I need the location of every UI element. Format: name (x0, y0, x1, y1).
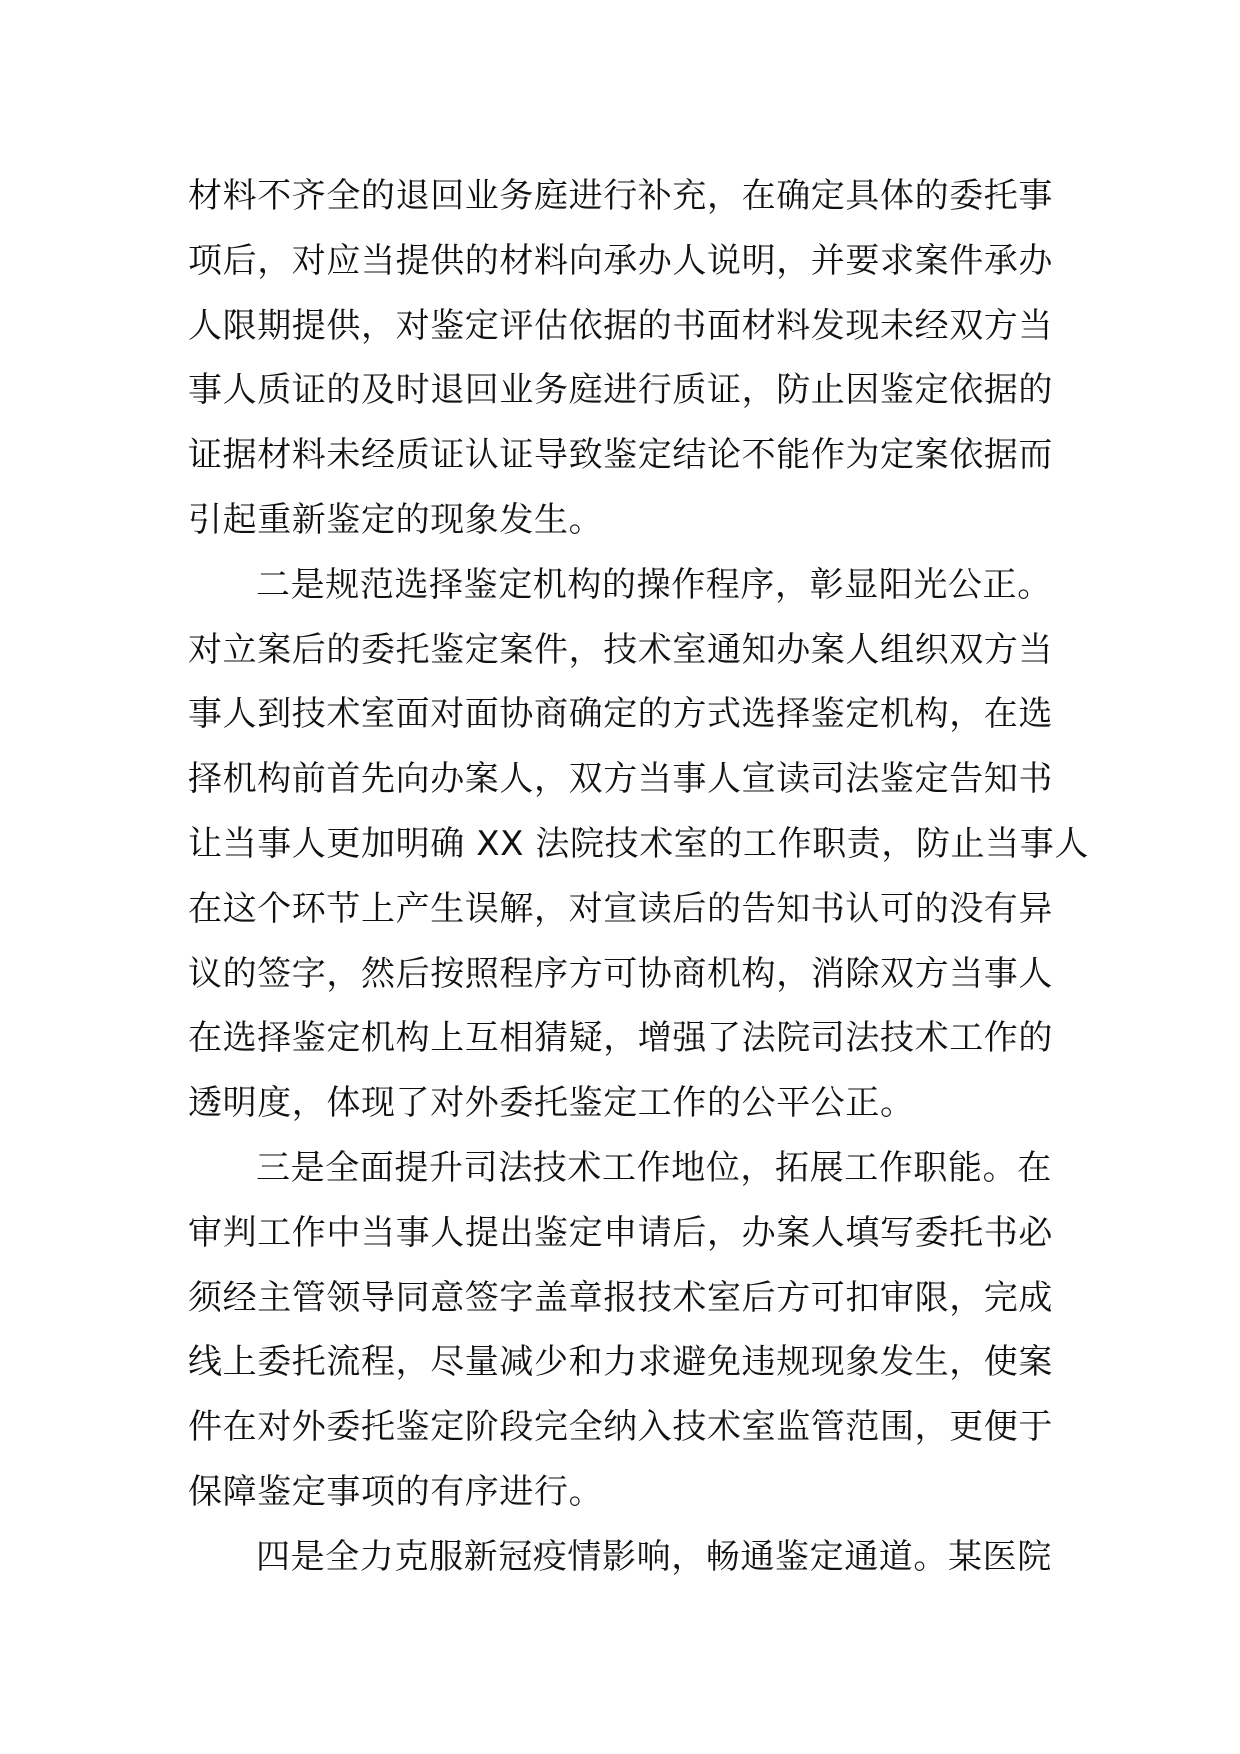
text-line: 事人质证的及时退回业务庭进行质证，防止因鉴定依据的 (188, 370, 1053, 411)
paragraph-2-heading-line: 二是规范选择鉴定机构的操作程序，彰显阳光公正。 (256, 564, 1052, 605)
text-line: 人限期提供，对鉴定评估依据的书面材料发现未经双方当 (188, 305, 1053, 346)
text-line: 须经主管领导同意签字盖章报技术室后方可扣审限，完成 (188, 1277, 1053, 1318)
text-line: 透明度，体现了对外委托鉴定工作的公平公正。 (188, 1083, 915, 1124)
document-body (188, 164, 1089, 1590)
text-line: 让当事人更加明确 XX 法院技术室的工作职责，防止当事人 (188, 823, 1089, 864)
text-line: 保障鉴定事项的有序进行。 (188, 1471, 604, 1512)
text-line: 项后，对应当提供的材料向承办人说明，并要求案件承办 (188, 240, 1053, 281)
text-line: 线上委托流程，尽量减少和力求避免违规现象发生，使案 (188, 1342, 1053, 1383)
paragraph-4-heading-line: 四是全力克服新冠疫情影响，畅通鉴定通道。某医院 (256, 1536, 1052, 1577)
text-line: 择机构前首先向办案人，双方当事人宣读司法鉴定告知书 (188, 759, 1053, 800)
text-line: 材料不齐全的退回业务庭进行补充，在确定具体的委托事 (188, 176, 1053, 216)
text-line: 引起重新鉴定的现象发生。 (188, 499, 604, 540)
text-line: 在这个环节上产生误解，对宣读后的告知书认可的没有异 (188, 888, 1053, 929)
text-line: 在选择鉴定机构上互相猜疑，增强了法院司法技术工作的 (188, 1018, 1053, 1059)
text-line: 审判工作中当事人提出鉴定申请后，办案人填写委托书必 (188, 1212, 1053, 1253)
text-line: 事人到技术室面对面协商确定的方式选择鉴定机构，在选 (188, 694, 1053, 735)
text-line: 议的签字，然后按照程序方可协商机构，消除双方当事人 (188, 953, 1053, 994)
text-line: 证据材料未经质证认证导致鉴定结论不能作为定案依据而 (188, 435, 1053, 476)
text-line: 对立案后的委托鉴定案件，技术室通知办案人组织双方当 (188, 629, 1053, 670)
text-line: 件在对外委托鉴定阶段完全纳入技术室监管范围，更便于 (188, 1407, 1053, 1448)
paragraph-3-heading-line: 三是全面提升司法技术工作地位，拓展工作职能。在 (256, 1147, 1052, 1188)
